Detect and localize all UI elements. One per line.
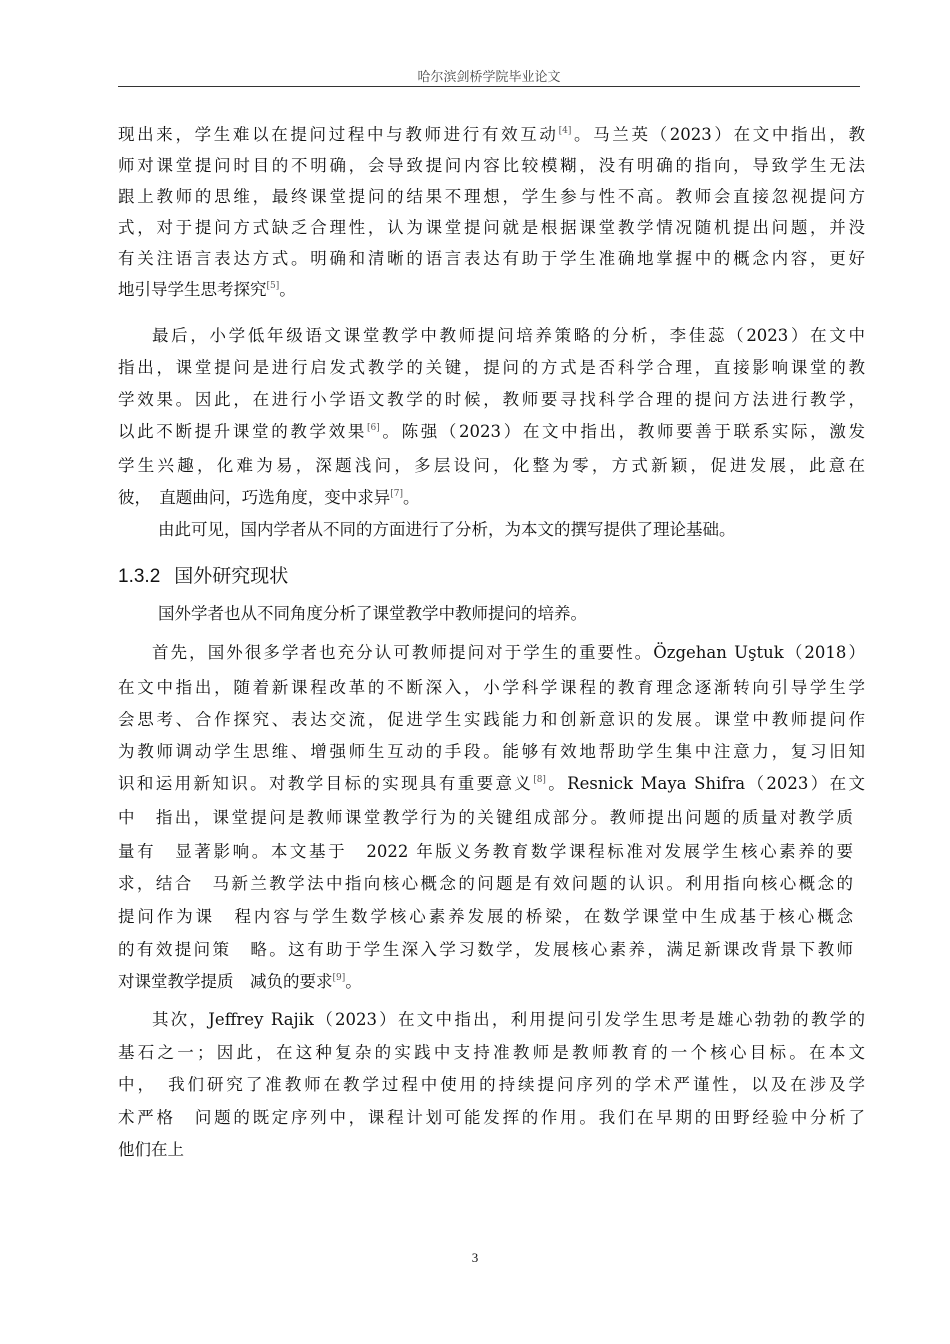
citation: [8]	[533, 775, 546, 785]
citation: [6]	[367, 423, 380, 433]
page-header: 哈尔滨剑桥学院毕业论文	[417, 70, 561, 85]
body-line: 彼， 直题曲问，巧选角度，变中求异[7]。	[118, 488, 420, 507]
body-line: 中 指出，课堂提问是教师课堂教学行为的关键组成部分。教师提出问题的质量对教学质	[118, 808, 853, 827]
body-line: 对课堂教学提质 减负的要求[9]。	[118, 972, 362, 991]
body-line: 基石之一；因此，在这种复杂的实践中支持准教师是教师教育的一个核心目标。在本文	[118, 1043, 865, 1062]
body-line: 在文中指出，随着新课程改革的不断深入，小学科学课程的教育理念逐渐转向引导学生学	[118, 678, 865, 697]
body-line: 中， 我们研究了准教师在教学过程中使用的持续提问序列的学术严谨性，以及在涉及学	[118, 1075, 865, 1094]
citation: [4]	[558, 126, 572, 136]
section-title: 国外研究现状	[174, 565, 289, 587]
body-line: 有关注语言表达方式。明确和清晰的语言表达有助于学生准确地掌握中的概念内容，更好	[118, 249, 865, 268]
body-line: 会思考、合作探究、表达交流，促进学生实践能力和创新意识的发展。课堂中教师提问作	[118, 710, 865, 729]
body-line: 跟上教师的思维，最终课堂提问的结果不理想，学生参与性不高。教师会直接忽视提问方	[118, 187, 865, 206]
section-heading	[118, 561, 288, 592]
body-line: 指出，课堂提问是进行启发式教学的关键，提问的方式是否科学合理，直接影响课堂的教	[118, 358, 865, 377]
body-line: 以此不断提升课堂的教学效果[6]。陈强（2023）在文中指出，教师要善于联系实际，激发	[118, 422, 866, 441]
body-line: 国外学者也从不同角度分析了课堂教学中教师提问的培养。	[158, 604, 587, 623]
body-line: 他们在上	[118, 1140, 184, 1159]
body-line: 学效果。因此，在进行小学语文教学的时候，教师要寻找科学合理的提问方法进行教学，	[118, 390, 865, 409]
body-line: 首先，国外很多学者也充分认可教师提问对于学生的重要性。Özgehan Uştuk（2018）	[152, 643, 865, 662]
citation: [7]	[390, 489, 403, 499]
body-line: 术严格 问题的既定序列中，课程计划可能发挥的作用。我们在早期的田野经验中分析了	[118, 1108, 865, 1127]
header-rule	[118, 86, 860, 87]
page-number: 3	[471, 1250, 479, 1265]
body-line: 其次，Jeffrey Rajik（2023）在文中指出，利用提问引发学生思考是雄心勃勃的教学的	[152, 1010, 865, 1029]
body-line: 的有效提问策 略。这有助于学生深入学习数学，发展核心素养，满足新课改背景下教师	[118, 940, 853, 959]
body-line: 师对课堂提问时目的不明确，会导致提问内容比较模糊，没有明确的指向，导致学生无法	[118, 156, 865, 175]
body-line: 式，对于提问方式缺乏合理性，认为课堂提问就是根据课堂教学情况随机提出问题，并没	[118, 218, 865, 237]
body-line: 学生兴趣，化难为易，深题浅问，多层设问，化整为零，方式新颖，促进发展，此意在	[118, 456, 865, 475]
body-line: 提问作为课 程内容与学生数学核心素养发展的桥梁，在数学课堂中生成基于核心概念	[118, 907, 853, 926]
body-line: 地引导学生思考探究[5]。	[118, 280, 296, 299]
body-line: 由此可见，国内学者从不同的方面进行了分析，为本文的撰写提供了理论基础。	[158, 520, 736, 539]
body-line: 量有 显著影响。本文基于 2022 年版义务教育数学课程标准对发展学生核心素养的要	[118, 842, 853, 861]
body-line: 最后，小学低年级语文课堂教学中教师提问培养策略的分析，李佳蕊（2023）在文中	[152, 326, 865, 345]
body-line: 为教师调动学生思维、增强师生互动的手段。能够有效地帮助学生集中注意力，复习旧知	[118, 742, 865, 761]
citation: [5]	[266, 281, 280, 291]
body-line: 识和运用新知识。对教学目标的实现具有重要意义[8]。Resnick Maya Shifra（2023）在文	[118, 774, 865, 793]
body-line: 现出来，学生难以在提问过程中与教师进行有效互动[4]。马兰英（2023）在文中指出，教	[118, 125, 865, 144]
body-line: 求，结合 马新兰教学法中指向核心概念的问题是有效问题的认识。利用指向核心概念的	[118, 874, 853, 893]
citation: [9]	[332, 973, 346, 983]
section-number: 1.3.2	[118, 566, 161, 587]
